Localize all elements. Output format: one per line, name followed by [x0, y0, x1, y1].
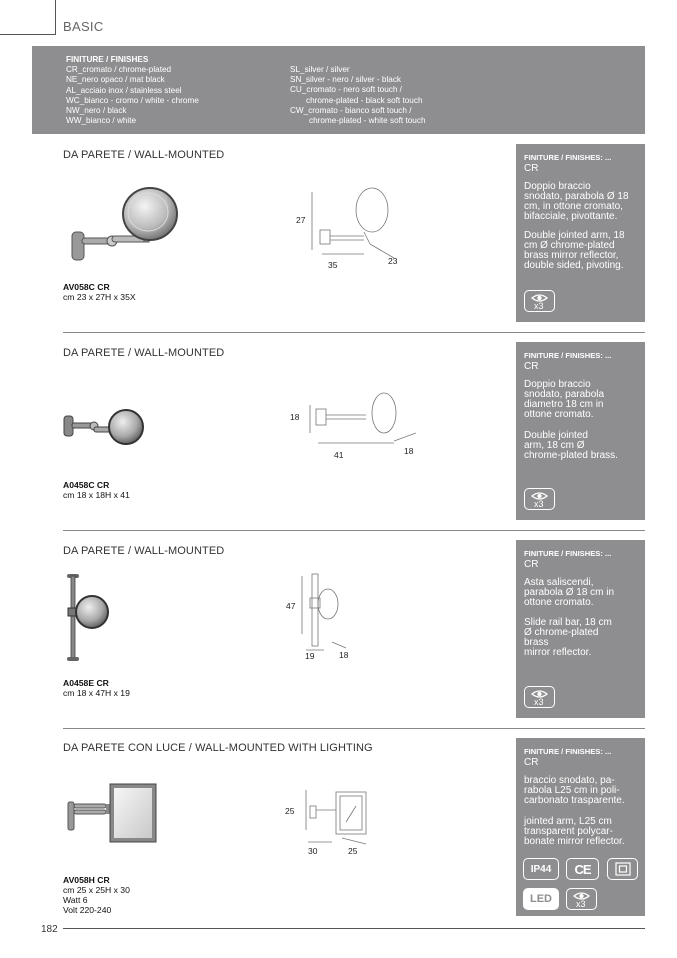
sidebar-finish: CR [524, 757, 539, 768]
led-label: LED [530, 893, 552, 905]
desc-line: rabola L25 cm in poli- [524, 785, 620, 796]
finish-item: WC_bianco - cromo / white - chrome [66, 95, 199, 105]
dimension-line: cm 18 x 18H x 41 [63, 490, 130, 500]
magnification-label: x3 [534, 697, 544, 706]
dimension-line: Volt 220-240 [63, 905, 112, 915]
finishes-panel [32, 46, 645, 134]
dimension-depth: 25 [348, 846, 358, 856]
description-it [524, 578, 642, 608]
desc-line: brass [524, 637, 549, 648]
sidebar-finish: CR [524, 163, 539, 174]
sidebar-heading: FINITURE / FINISHES: ... [524, 153, 612, 162]
dimension-depth: 18 [339, 650, 349, 660]
product-code: A0458E CR [63, 678, 109, 688]
desc-line: Asta saliscendi, [524, 577, 594, 588]
sidebar-finish: CR [524, 559, 539, 570]
desc-line: jointed arm, L25 cm [524, 816, 612, 827]
dimension-depth: 18 [404, 446, 414, 456]
desc-line: ottone cromato. [524, 409, 594, 420]
dimension-line: cm 18 x 47H x 19 [63, 688, 130, 698]
section-divider [63, 530, 645, 531]
dimension-drawing-1 [308, 186, 408, 266]
desc-line: transparent polycar- [524, 826, 613, 837]
finish-item: AL_acciaio inox / stainless steel [66, 85, 182, 95]
section-divider [63, 728, 645, 729]
desc-line: arm, 18 cm Ø [524, 440, 585, 451]
magnification-icon [566, 888, 597, 910]
magnification-label: x3 [534, 499, 544, 508]
desc-line: mirror reflector. [524, 647, 592, 658]
dimension-width: 35 [328, 260, 338, 270]
product-dimensions [63, 885, 130, 915]
product-code: AV058H CR [63, 875, 110, 885]
description-it [524, 182, 642, 222]
magnification-icon [524, 290, 555, 312]
finish-item: SL_silver / silver [290, 65, 350, 74]
section-title: DA PARETE / WALL-MOUNTED [63, 347, 225, 359]
desc-line: Double jointed [524, 430, 588, 441]
finish-item: CU_cromato - nero soft touch / [290, 85, 402, 95]
desc-line: cm Ø chrome-plated [524, 240, 615, 251]
desc-line: Ø chrome-plated [524, 627, 599, 638]
dimension-height: 47 [286, 601, 296, 611]
desc-line: brass mirror reflector, [524, 250, 619, 261]
sidebar-heading: FINITURE / FINISHES: ... [524, 747, 612, 756]
description-en [524, 618, 642, 658]
desc-line: snodato, parabola [524, 389, 605, 400]
header-rule-vertical [55, 0, 56, 34]
page-title: BASIC [63, 19, 104, 34]
product-dimensions [63, 688, 130, 698]
dimension-width: 19 [305, 651, 315, 661]
desc-line: parabola Ø 18 cm in [524, 587, 615, 598]
product-photo-av058c [68, 186, 178, 268]
finish-sidebar [516, 342, 645, 520]
finish-item: chrome-plated - black soft touch [306, 95, 423, 105]
finish-sidebar [516, 540, 645, 718]
ce-label: CE [574, 861, 591, 877]
finishes-left-column [66, 55, 199, 126]
dimension-drawing-2 [306, 385, 416, 465]
section-title: DA PARETE CON LUCE / WALL-MOUNTED WITH LIGHTING [63, 742, 373, 754]
ip44-label: IP44 [530, 863, 552, 875]
dimension-line: cm 23 x 27H x 35X [63, 292, 136, 302]
description-it [524, 380, 642, 420]
magnification-icon [524, 686, 555, 708]
section-title: DA PARETE / WALL-MOUNTED [63, 149, 225, 161]
sidebar-heading: FINITURE / FINISHES: ... [524, 549, 612, 558]
double-insulation-icon [607, 858, 638, 880]
finish-item: SN_silver - nero / silver - black [290, 75, 402, 85]
sidebar-heading: FINITURE / FINISHES: ... [524, 351, 612, 360]
dimension-height: 27 [296, 215, 306, 225]
finish-item: WW_bianco / white [66, 116, 137, 126]
led-badge [523, 888, 559, 910]
dimension-drawing-3 [298, 570, 368, 654]
dimension-width: 41 [334, 450, 344, 460]
dimension-line: cm 25 x 25H x 30 [63, 885, 130, 895]
desc-line: double sided, pivoting. [524, 260, 624, 271]
product-code: A0458C CR [63, 480, 110, 490]
finishes-heading: FINITURE / FINISHES [66, 55, 149, 64]
dimension-height: 18 [290, 412, 300, 422]
desc-line: Slide rail bar, 18 cm [524, 617, 612, 628]
desc-line: ottone cromato. [524, 597, 594, 608]
finish-item: NW_nero / black [66, 106, 127, 116]
footer-rule [63, 928, 645, 929]
ce-mark-icon [566, 858, 599, 880]
description-en [524, 431, 642, 461]
dimension-line: Watt 6 [63, 895, 88, 905]
description-it [524, 776, 642, 806]
magnification-label: x3 [534, 301, 544, 310]
dimension-height: 25 [285, 806, 295, 816]
section-title: DA PARETE / WALL-MOUNTED [63, 545, 225, 557]
desc-line: Doppio braccio [524, 379, 591, 390]
page-number: 182 [41, 924, 58, 935]
magnification-icon [524, 488, 555, 510]
finish-item: NE_nero opaco / mat black [66, 75, 165, 85]
product-photo-av058h [66, 782, 160, 848]
product-photo-a0458c [62, 402, 146, 452]
dimension-depth: 23 [388, 256, 398, 266]
magnification-label: x3 [576, 899, 586, 908]
description-en [524, 231, 642, 271]
product-code: AV058C CR [63, 282, 110, 292]
desc-line: braccio snodato, pa- [524, 775, 615, 786]
finish-sidebar [516, 144, 645, 322]
desc-line: chrome-plated brass. [524, 450, 618, 461]
desc-line: diametro 18 cm in [524, 399, 604, 410]
description-en [524, 817, 642, 847]
sidebar-finish: CR [524, 361, 539, 372]
product-dimensions [63, 292, 136, 302]
finish-sidebar [516, 738, 645, 916]
desc-line: Doppio braccio [524, 181, 591, 192]
desc-line: carbonato trasparente. [524, 795, 625, 806]
desc-line: Double jointed arm, 18 [524, 230, 625, 241]
dimension-width: 30 [308, 846, 318, 856]
ip44-badge [523, 858, 559, 880]
header-rule-horizontal [0, 34, 56, 35]
desc-line: bifacciale, pivottante. [524, 211, 618, 222]
desc-line: snodato, parabola Ø 18 [524, 191, 629, 202]
finish-item: CR_cromato / chrome-plated [66, 65, 172, 75]
desc-line: bonate mirror reflector. [524, 836, 625, 847]
finish-item: CW_cromato - bianco soft touch / [290, 105, 412, 115]
desc-line: cm, in ottone cromato, [524, 201, 623, 212]
finish-item: chrome-plated - white soft touch [309, 116, 426, 126]
product-photo-a0458e [62, 572, 112, 664]
product-dimensions [63, 490, 130, 500]
finishes-right-column [290, 65, 426, 126]
section-divider [63, 332, 645, 333]
